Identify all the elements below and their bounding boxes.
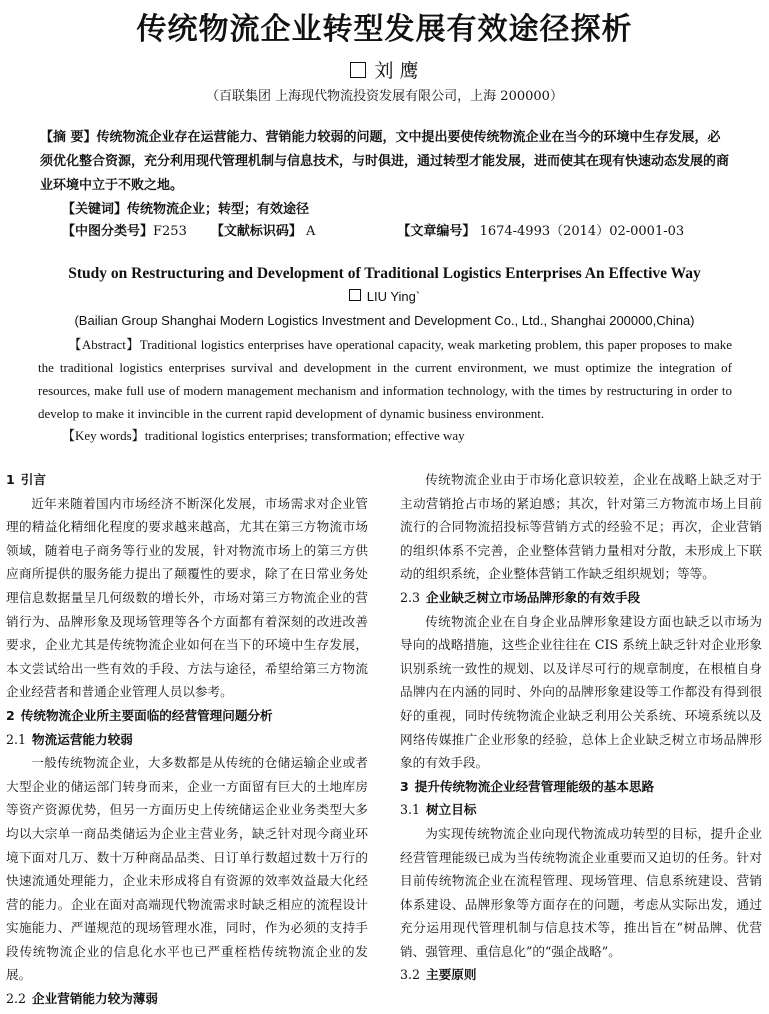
subsection-heading: 3.2 主要原则 [400,967,477,983]
paragraph: 近年来随着国内市场经济不断深化发展，市场需求对企业管理的精益化精细化程度的要求越来越高，尤其在第三方物流市场领域，随着电子商务等行业的发展，针对物流市场上的第三方供应商所提供的服务能力提出了颠覆性的要求，除了在日常业务处理信息数据量呈几何级数的增长外，市场对第三方物流企业的营销行为、品牌形象及现场管理等各个方面都有着深刻的改进改善要求，企业尤其是传统物流企业如何在当下的环境中生存发展，本文尝试给出一些有效的手段、方法与途径，希望给第三方物流企业经营者和普通企业管理人员以参考。 [6,495,368,700]
abstract-label: 【摘 要】 [40,130,97,145]
english-abstract-label: 【Abstract】 [68,337,140,352]
paragraph: 传统物流企业在自身企业品牌形象建设方面也缺乏以市场为导向的战略措施，这些企业往往在 CIS 系统上缺乏针对企业形象识别系统一致性的规划、以及详尽可行的规章制度，在根植自身品牌内在内涵的同时、外向的品牌形象建设等工作都没有得到很好的重视，同时传统物流企业缺乏利用公关系统、环境系统以及网络传媒推广企业形象的经验，总体上企业缺乏树立市场品牌形象的有效手段。 [400,613,762,771]
section-heading: 3 提升传统物流企业经营管理能级的基本思路 [400,778,655,794]
paragraph: 传统物流企业由于市场化意识较差，企业在战略上缺乏对于主动营销抢占市场的紧迫感；其次，针对第三方物流市场上目前流行的合同物流招投标等营销方式的经验不足；再次，企业营销的组织体系不完善，企业整体营销力量相对分散，未形成上下联动的组织系统，企业整体营销工作缺乏组织规划；等等。 [400,472,762,582]
english-author-box-icon [349,289,361,301]
chinese-keywords [62,199,722,221]
chinese-abstract [40,126,730,198]
paragraph: 一般传统物流企业，大多数都是从传统的仓储运输企业或者大型企业的储运部门转身而来，企业一方面留有巨大的土地库房等资产资源优势，但另一方面历史上传统储运企业业务类型大多均以大宗单一商品类储运为企业主营业务，缺乏针对现今商业环境下面对几万、数十万种商品品类、日订单行数超过数十万行的快速流通处理能力，企业未形成将自有资源的效率效益最大化经营的能力。企业在面对高端现代物流需求时缺乏相应的流程设计实施能力、严谨规范的现场管理水准，同时，作为必须的支持手段传统物流企业的信息化水平也已严重桎梏传统物流企业的发展。 [6,755,368,983]
english-abstract [38,333,732,425]
doc-code-value: A [306,224,316,239]
classification-line [62,221,742,243]
article-number-value: 1674-4993（2014）02-0001-03 [479,224,685,239]
author-name: 刘 鹰 [374,60,419,82]
section-heading: 2 传统物流企业所主要面临的经营管理问题分析 [6,707,273,723]
author-line [0,56,769,83]
affiliation: （百联集团 上海现代物流投资发展有限公司，上海 200000） [206,89,563,104]
doc-code-label: 【文献标识码】 [210,224,302,239]
english-author-line [0,289,769,304]
subsection-heading: 3.1 树立目标 [400,802,477,818]
left-column [6,468,368,1011]
english-keywords-text: traditional logistics enterprises; transformation; effective way [144,428,465,443]
author-box-icon [350,62,366,78]
keywords-text: 传统物流企业；转型；有效途径 [127,202,310,217]
english-title: Study on Restructuring and Development of Traditional Logistics Enterprises An Effective Way [68,265,701,282]
clc-label: 【中图分类号】 [62,224,154,239]
right-column [400,468,762,987]
section-heading: 1 引言 [6,472,46,487]
paper-title: 传统物流企业转型发展有效途径探析 [136,12,633,47]
english-author-name: LIU Ying` [366,289,421,304]
subsection-heading: 2.1 物流运营能力较弱 [6,731,133,747]
subsection-heading: 2.2 企业营销能力较为薄弱 [6,991,158,1007]
keywords-label: 【关键词】 [62,202,128,217]
clc-value: F253 [153,224,187,239]
english-keywords-label: 【Key words】 [62,428,145,443]
abstract-text: 传统物流企业存在运营能力、营销能力较弱的问题，文中提出要使传统物流企业在当今的环境中生存发展，必须优化整合资源，充分利用现代管理机制与信息技术，与时俱进，通过转型才能发展，进而使其在现有快速动态发展的商业环境中立于不败之地。 [40,130,730,193]
english-affiliation: (Bailian Group Shanghai Modern Logistics Investment and Development Co., Ltd., Shanghai 200000,China) [74,313,695,328]
article-number-label: 【文章编号】 [397,224,476,239]
english-abstract-text: Traditional logistics enterprises have operational capacity, weak marketing problem, this paper proposes to make the traditional logistics enterprises survival and development in the current environment, we must optimize the integration of resources, make full use of modern management mechanism and information technology, with the times by restructuring in order to develop to make it invincible in the current rapid development of dynamic business environment. [38,337,732,421]
paragraph: 为实现传统物流企业向现代物流成功转型的目标，提升企业经营管理能级已成为当传统物流企业重要而又迫切的任务。针对目前传统物流企业在流程管理、现场管理、信息系统建设、营销体系建设、品牌形象等方面存在的问题，考虑从实际出发，通过充分运用现代管理机制与信息技术等，推出旨在“树品牌、优营销、强管理、重信息化”的“强企战略”。 [400,825,762,959]
english-keywords [62,425,722,447]
subsection-heading: 2.3 企业缺乏树立市场品牌形象的有效手段 [400,589,641,605]
